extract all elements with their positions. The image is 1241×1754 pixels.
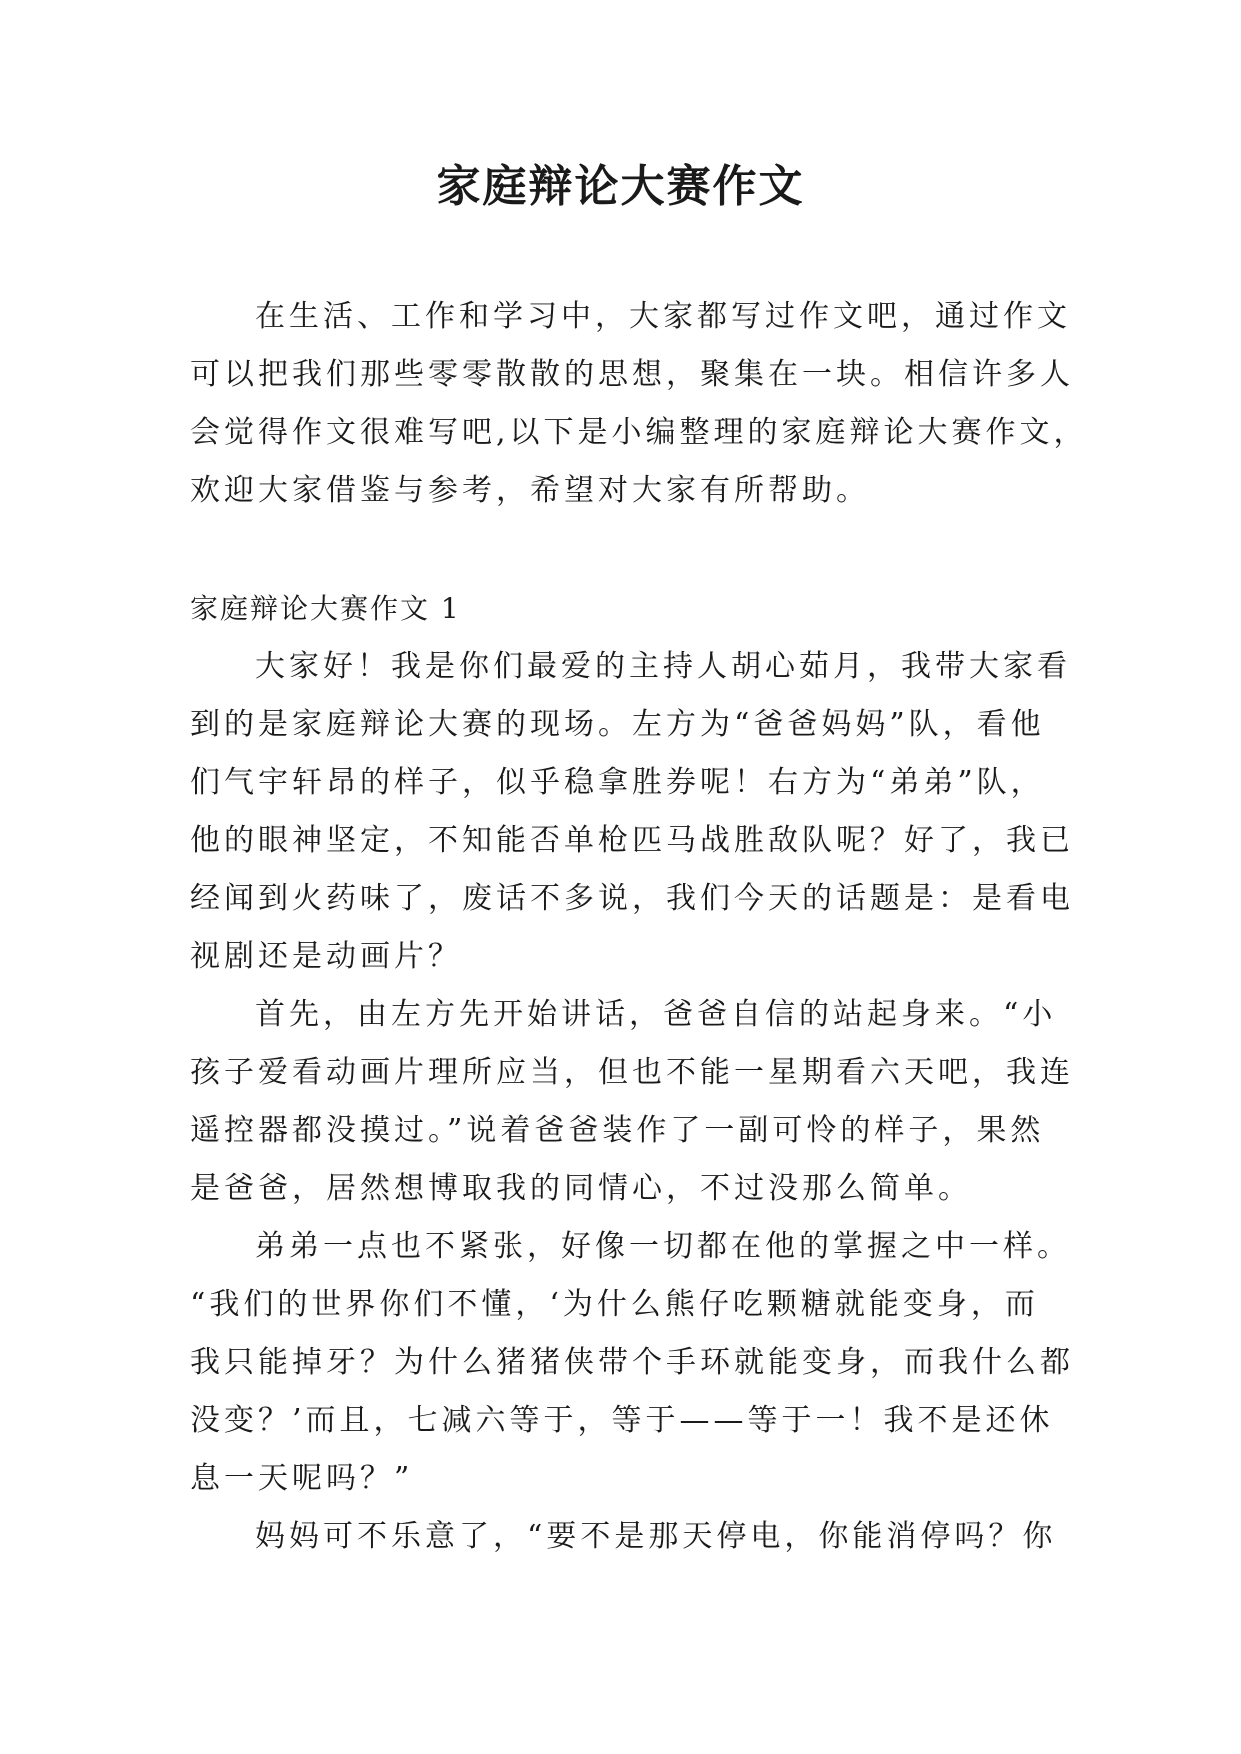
essay-paragraph xyxy=(190,638,1074,986)
essay-paragraph xyxy=(190,986,1074,1218)
document-title: 家庭辩论大赛作文 xyxy=(436,161,805,212)
paragraph-line: 是爸爸，居然想博取我的同情心，不过没那么简单。 xyxy=(190,1171,972,1206)
intro-line: 在生活、工作和学习中，大家都写过作文吧，通过作文 xyxy=(255,299,1071,334)
essay-body xyxy=(190,638,1074,1566)
paragraph-line: 首先，由左方先开始讲话，爸爸自信的站起身来。“小 xyxy=(255,997,1057,1032)
intro-line: 可以把我们那些零零散散的思想，聚集在一块。相信许多人 xyxy=(190,357,1074,392)
paragraph-line: 们气宇轩昂的样子，似乎稳拿胜券呢！右方为“弟弟”队， xyxy=(190,765,1045,800)
essay-paragraph xyxy=(190,1508,1060,1566)
paragraph-line: 我只能掉牙？为什么猪猪侠带个手环就能变身，而我什么都 xyxy=(190,1345,1074,1380)
paragraph-line: “我们的世界你们不懂，‘为什么熊仔吃颗糖就能变身，而 xyxy=(190,1287,1039,1322)
paragraph-line: 妈妈可不乐意了，“要不是那天停电，你能消停吗？你 xyxy=(255,1519,1057,1554)
paragraph-line: 弟弟一点也不紧张，好像一切都在他的掌握之中一样。 xyxy=(255,1229,1071,1264)
intro-line: 欢迎大家借鉴与参考，希望对大家有所帮助。 xyxy=(190,473,870,508)
paragraph-line: 到的是家庭辩论大赛的现场。左方为“爸爸妈妈”队，看他 xyxy=(190,707,1045,742)
paragraph-line: 经闻到火药味了，废话不多说，我们今天的话题是：是看电 xyxy=(190,881,1074,916)
paragraph-line: 孩子爱看动画片理所应当，但也不能一星期看六天吧，我连 xyxy=(190,1055,1074,1090)
intro-paragraph xyxy=(190,288,1088,520)
paragraph-line: 大家好！我是你们最爱的主持人胡心茹月，我带大家看 xyxy=(255,649,1071,684)
paragraph-line: 他的眼神坚定，不知能否单枪匹马战胜敌队呢？好了，我已 xyxy=(190,823,1074,858)
paragraph-line: 视剧还是动画片？ xyxy=(190,939,462,974)
essay-paragraph xyxy=(190,1218,1074,1508)
intro-line: 会觉得作文很难写吧,以下是小编整理的家庭辩论大赛作文， xyxy=(190,415,1088,450)
section-heading: 家庭辩论大赛作文 1 xyxy=(190,592,461,625)
paragraph-line: 息一天呢吗？” xyxy=(190,1461,414,1496)
paragraph-line: 遥控器都没摸过。”说着爸爸装作了一副可怜的样子，果然 xyxy=(190,1113,1045,1148)
paragraph-line: 没变？’而且，七减六等于，等于——等于一！我不是还休 xyxy=(190,1403,1054,1438)
